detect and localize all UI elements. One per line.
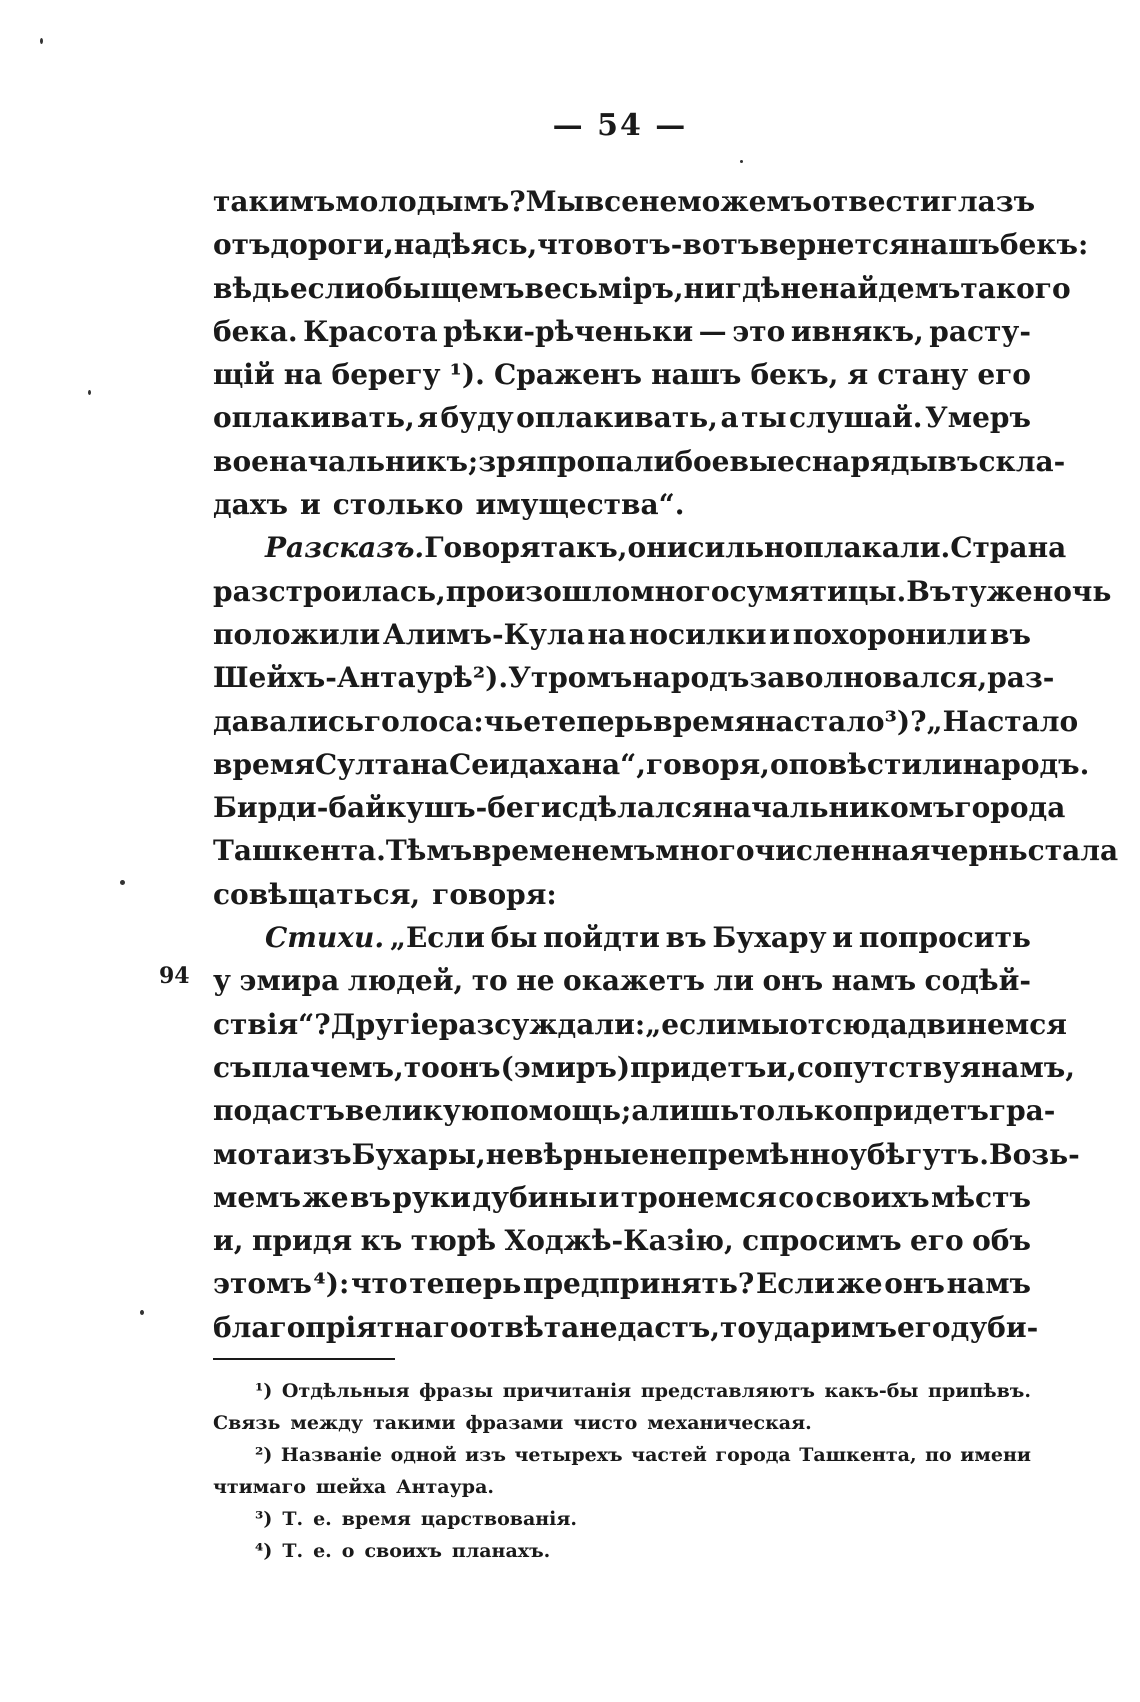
text-line: отъ дороги, надѣясь, что вотъ-вотъ вернется нашъ бекъ: (213, 228, 1089, 262)
text-line: Разсказъ. Говоря такъ, они сильно плакали. Страна (265, 531, 1067, 565)
footnote-line: ³) Т. е. время царствованія. (255, 1508, 578, 1530)
text-line: этомъ ⁴): что теперь предпринять? Если же онъ намъ (213, 1267, 1031, 1301)
text-line: такимъ молодымъ? Мы все не можемъ отвести глазъ (213, 185, 1036, 218)
text-line: ствія“? Другіе разсуждали: „если мы отсюда двинемся (213, 1007, 1067, 1041)
text-line: военачальникъ; зря пропали боевые снаряды въ скла- (213, 444, 1066, 478)
scan-speck (88, 390, 91, 395)
text-line: разстроилась, произошло много сумятицы. Въ ту же ночь (213, 574, 1112, 608)
footnote-line: ²) Названіе одной изъ четырехъ частей города Ташкента, по имени (255, 1444, 1031, 1466)
footnote-line: чтимаго шейха Антаура. (213, 1476, 494, 1498)
scan-speck (120, 880, 125, 885)
text-line: Ташкента. Тѣмъ временемъ многочисленная чернь стала (213, 834, 1119, 868)
text-line: подастъ великую помощь; а лишь только придетъ гра- (213, 1094, 1056, 1128)
footnote-line: Связь между такими фразами чисто механическая. (213, 1412, 812, 1434)
text-line: мемъ же въ руки дубины и тронемся со своихъ мѣстъ (213, 1180, 1031, 1214)
margin-number: 94 (159, 963, 190, 989)
text-line: у эмира людей, то не окажетъ ли онъ намъ содѣй- (213, 964, 1031, 998)
main-text (213, 180, 1119, 1349)
text-line: мота изъ Бухары, невѣрные непремѣнно убѣгутъ. Возь- (213, 1137, 1080, 1171)
text-line: Шейхъ-Антаурѣ ²). Утромъ народъ заволновался, раз- (213, 661, 1055, 695)
footnotes (213, 1375, 1031, 1567)
text-line: дахъ и столько имущества“. (213, 488, 685, 522)
text-line: бека. Красота рѣки-рѣченьки — это ивнякъ, расту- (213, 314, 1031, 348)
text-line: Стихи. „Если бы пойдти въ Бухару и попросить (265, 921, 1031, 955)
text-line: совѣщаться, говоря: (213, 877, 557, 911)
text-line: съ плачемъ, то онъ (эмиръ) придетъ и, сопутствуя намъ, (213, 1050, 1075, 1084)
scan-speck (40, 38, 43, 44)
scan-speck (740, 160, 743, 163)
text-line: щій на берегу ¹). Сраженъ нашъ бекъ, я стану его (213, 358, 1031, 392)
scan-speck (140, 1310, 144, 1315)
text-line: давались голоса: чье теперь время настало ³)? „Настало (213, 704, 1079, 738)
text-line: Бирди-бай кушъ-беги сдѣлался начальникомъ города (213, 791, 1066, 825)
text-line: и, придя къ тюрѣ Ходжѣ-Казію, спросимъ его объ (213, 1224, 1031, 1258)
footnote-line: ¹) Отдѣльныя фразы причитанія представляютъ какъ-бы припѣвъ. (255, 1380, 1031, 1402)
footnote-divider (213, 1358, 395, 1360)
text-line: время Султана Сеида хана“, говоря, оповѣстили народъ. (213, 747, 1090, 781)
text-line: вѣдь если обыщемъ весь міръ, нигдѣ не найдемъ такого (213, 271, 1071, 305)
text-line: благопріятнаго отвѣта не дастъ, то ударимъ его дуби- (213, 1310, 1039, 1344)
text-line: оплакивать, я буду оплакивать, а ты слушай. Умеръ (213, 401, 1031, 435)
page-number: — 54 — (552, 108, 688, 143)
footnote-line: ⁴) Т. е. о своихъ планахъ. (255, 1540, 551, 1562)
text-line: положили Алимъ-Кула на носилки и похоронили въ (213, 617, 1031, 651)
